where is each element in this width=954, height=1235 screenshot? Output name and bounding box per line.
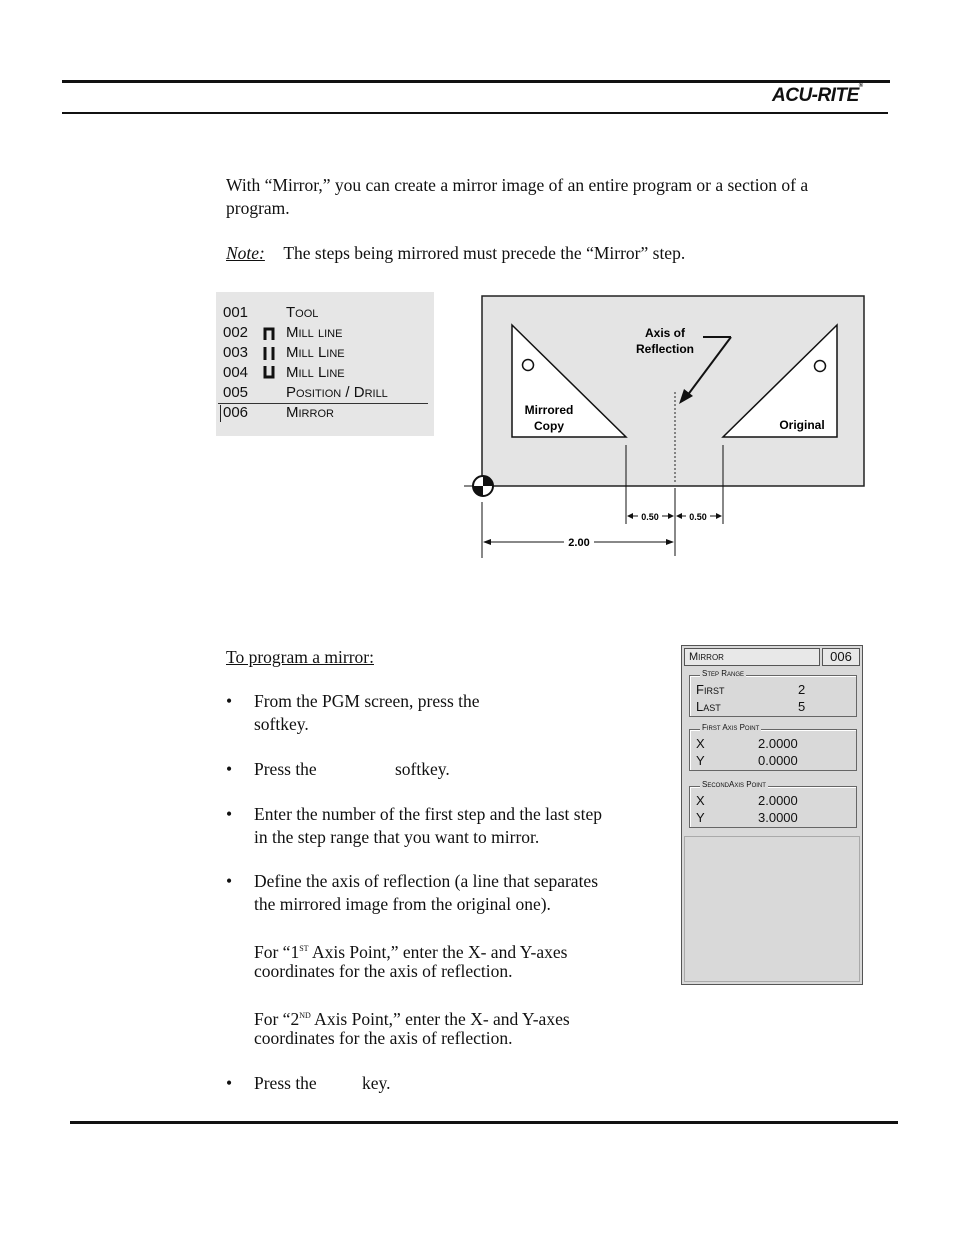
step1-line2: softkey. (254, 714, 309, 734)
step5-a: Press the (254, 1073, 317, 1093)
program-list (216, 292, 434, 436)
step-number: 002 (223, 324, 249, 341)
footer-rule (70, 1121, 898, 1124)
program-row (216, 384, 434, 404)
program-row (216, 344, 434, 364)
sub2-line1: For “2ND Axis Point,” enter the X- and Y-axes (254, 1008, 570, 1029)
dim-right-half: 0.50 (689, 512, 707, 522)
group-title: First Axis Point (702, 723, 760, 732)
mirror-dialog (681, 645, 863, 985)
mirrored-label-2: Copy (534, 419, 564, 433)
program-row (216, 364, 434, 384)
mill-parallel-icon (262, 346, 276, 360)
last-step-field[interactable]: 5 (798, 699, 806, 714)
bullet: • (226, 759, 233, 779)
sub1-line2: coordinates for the axis of reflection. (254, 961, 513, 981)
intro-line-1: With “Mirror,” you can create a mirror image of an entire program or a section of a (226, 175, 809, 195)
step1-line1: From the PGM screen, press the (254, 691, 480, 711)
datum-icon (464, 476, 493, 496)
bullet: • (226, 691, 233, 711)
note-text: The steps being mirrored must precede the “Mirror” step. (283, 243, 686, 263)
hole-right (815, 361, 826, 372)
bullet: • (226, 871, 233, 891)
first-axis-point-group (689, 723, 857, 771)
program-row (216, 304, 434, 324)
first-axis-y-field[interactable]: 0.0000 (758, 753, 798, 768)
second-axis-x-field[interactable]: 2.0000 (758, 793, 798, 808)
step3-line1: Enter the number of the first step and the last step (254, 804, 602, 824)
dim-total: 2.00 (568, 537, 590, 549)
mill-open-top-icon (262, 366, 276, 380)
step-label: Mill Line (286, 364, 345, 381)
step-number: 004 (223, 364, 249, 381)
y-label: Y (696, 753, 705, 768)
step2-b: softkey. (395, 759, 450, 779)
hole-left (523, 360, 534, 371)
group-title: SecondAxis Point (702, 780, 766, 789)
header-bottom-rule (62, 112, 888, 114)
step4-line1: Define the axis of reflection (a line that separates (254, 871, 599, 891)
mirrored-label-1: Mirrored (524, 403, 574, 417)
mirror-diagram (460, 292, 870, 562)
first-step-field[interactable]: 2 (798, 682, 806, 697)
step-number: 005 (223, 384, 249, 401)
bullet: • (226, 804, 233, 824)
header-top-rule (62, 80, 890, 83)
axis-label-1: Axis of (644, 326, 686, 340)
step-label: Mill Line (286, 344, 345, 361)
mill-open-bottom-icon (262, 326, 276, 340)
step-number: 003 (223, 344, 249, 361)
second-axis-point-group (689, 780, 857, 828)
x-label: X (696, 793, 705, 808)
step-label: Tool (286, 304, 319, 321)
y-label: Y (696, 810, 705, 825)
procedure-heading: To program a mirror: (226, 647, 374, 667)
step-label: Mill line (286, 324, 343, 341)
step-label: Mirror (286, 404, 334, 421)
acu-rite-logo: ACU-RITE® (772, 83, 863, 106)
dialog-title: Mirror (684, 648, 820, 666)
intro-line-2: program. (226, 198, 290, 218)
axis-label-2: Reflection (635, 342, 695, 356)
step-number: 006 (223, 404, 249, 421)
first-label: First (696, 682, 725, 697)
sub2-line2: coordinates for the axis of reflection. (254, 1028, 513, 1048)
step2-a: Press the (254, 759, 317, 779)
bullet: • (226, 1073, 233, 1093)
first-axis-x-field[interactable]: 2.0000 (758, 736, 798, 751)
sub1-line1: For “1ST Axis Point,” enter the X- and Y-axes (254, 941, 568, 962)
step-number: 001 (223, 304, 249, 321)
last-label: Last (696, 699, 721, 714)
original-label: Original (779, 418, 825, 432)
note (226, 242, 685, 265)
program-row-selected (216, 404, 434, 424)
dialog-step-number: 006 (822, 648, 860, 666)
x-label: X (696, 736, 705, 751)
note-label: Note: (226, 243, 265, 263)
step-range-group (689, 669, 857, 717)
second-axis-y-field[interactable]: 3.0000 (758, 810, 798, 825)
program-row (216, 324, 434, 344)
dialog-empty-area (684, 836, 860, 982)
step4-line2: the mirrored image from the original one). (254, 894, 551, 914)
group-title: Step Range (702, 669, 745, 678)
dim-left-half: 0.50 (641, 512, 659, 522)
step5-b: key. (362, 1073, 391, 1093)
step3-line2: in the step range that you want to mirror. (254, 827, 540, 847)
step-label: Position / Drill (286, 384, 388, 401)
